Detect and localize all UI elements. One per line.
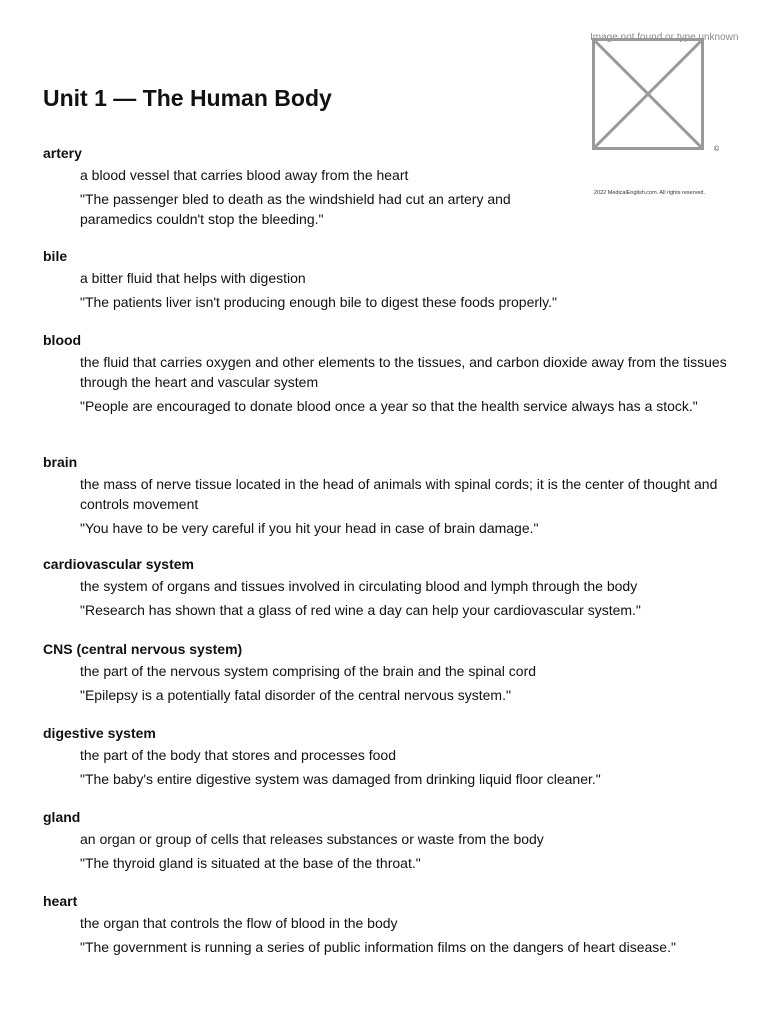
entry-definition: a blood vessel that carries blood away from the heart bbox=[80, 167, 409, 183]
glossary-entry-cardiovascular-system bbox=[43, 555, 733, 620]
entry-term: brain bbox=[43, 454, 78, 470]
missing-image-caption: Image not found or type unknown bbox=[590, 32, 739, 43]
entry-term: digestive system bbox=[43, 725, 156, 741]
glossary-entry-gland bbox=[43, 808, 733, 873]
entry-example: "People are encouraged to donate blood once a year so that the health service always has a stock." bbox=[80, 398, 698, 414]
broken-image-graphic bbox=[592, 38, 704, 150]
entry-example: "Epilepsy is a potentially fatal disorder of the central nervous system." bbox=[80, 687, 511, 703]
entry-example: "The government is running a series of public information films on the dangers of heart disease." bbox=[80, 939, 676, 955]
entry-definition: the part of the body that stores and processes food bbox=[80, 747, 396, 763]
entry-term: gland bbox=[43, 809, 81, 825]
entry-definition: the system of organs and tissues involved in circulating blood and lymph through the body bbox=[80, 578, 638, 594]
glossary-entry-brain bbox=[43, 453, 733, 538]
broken-image-icon bbox=[592, 38, 704, 150]
entry-example: "The baby's entire digestive system was damaged from drinking liquid floor cleaner." bbox=[80, 771, 601, 787]
entry-definition: the part of the nervous system comprising of the brain and the spinal cord bbox=[80, 663, 537, 679]
entry-definition: the mass of nerve tissue located in the head of animals with spinal cords; it is the center of thought and controls movement bbox=[80, 476, 718, 512]
entry-term: bile bbox=[43, 248, 68, 264]
entry-definition: the fluid that carries oxygen and other elements to the tissues, and carbon dioxide away from the tissues through the heart and vascular system bbox=[80, 354, 727, 390]
entry-definition: the organ that controls the flow of blood in the body bbox=[80, 915, 398, 931]
copyright-notice: 2022 MedicalEnglish.com. All rights reserved. bbox=[594, 190, 705, 196]
glossary-entry-bile bbox=[43, 247, 733, 312]
copyright-symbol: © bbox=[714, 146, 720, 153]
entry-example: "The passenger bled to death as the windshield had cut an artery and paramedics couldn't stop the bleeding." bbox=[80, 191, 511, 227]
entry-term: blood bbox=[43, 332, 82, 348]
entry-definition: a bitter fluid that helps with digestion bbox=[80, 270, 306, 286]
entry-term: artery bbox=[43, 145, 82, 161]
glossary-entry-blood bbox=[43, 331, 733, 416]
glossary-entry-digestive-system bbox=[43, 724, 733, 789]
entry-definition: an organ or group of cells that releases substances or waste from the body bbox=[80, 831, 544, 847]
entry-example: "The patients liver isn't producing enough bile to digest these foods properly." bbox=[80, 294, 557, 310]
glossary-entry-artery bbox=[43, 144, 733, 229]
entry-example: "Research has shown that a glass of red wine a day can help your cardiovascular system." bbox=[80, 602, 641, 618]
entry-example: "You have to be very careful if you hit your head in case of brain damage." bbox=[80, 520, 539, 536]
entry-term: CNS (central nervous system) bbox=[43, 641, 243, 657]
glossary-entry-cns bbox=[43, 640, 733, 705]
entry-example: "The thyroid gland is situated at the base of the throat." bbox=[80, 855, 421, 871]
page-title: Unit 1 — The Human Body bbox=[43, 85, 332, 111]
entry-term: cardiovascular system bbox=[43, 556, 194, 572]
glossary-entry-heart bbox=[43, 892, 733, 957]
entry-term: heart bbox=[43, 893, 78, 909]
